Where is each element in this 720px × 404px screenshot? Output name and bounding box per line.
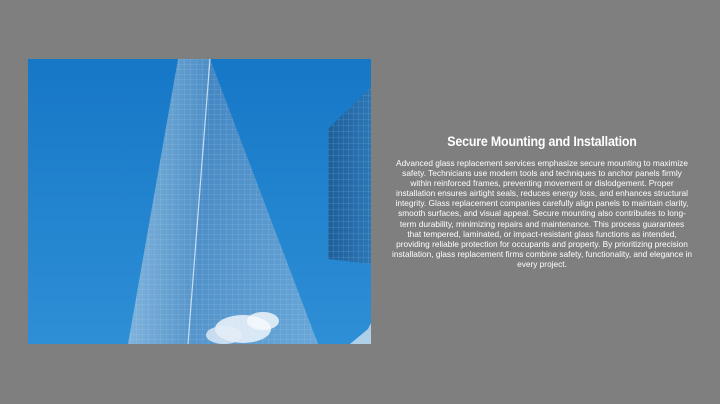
skyscraper-illustration — [28, 59, 371, 344]
slide-heading: Secure Mounting and Installation — [447, 134, 637, 149]
text-block — [392, 134, 692, 269]
skyscraper-photo — [28, 59, 371, 344]
slide-body-text: Advanced glass replacement services emphasize secure mounting to maximize safety. Technicians use modern tools and techniques to anchor panels firmly within reinforced frames, preventing movement or dislodgement. Proper installation ensures airtight seals, reduces energy loss, and enhances structural integrity. Glass replacement companies carefully align panels to maintain clarity, smooth surfaces, and visual appeal. Secure mounting also contributes to long-term durability, minimizing repairs and maintenance. This process guarantees that tempered, laminated, or impact-resistant glass functions as intended, providing reliable protection for occupants and property. By prioritizing precision installation, glass replacement firms combine safety, functionality, and elegance in every project. — [392, 158, 692, 269]
